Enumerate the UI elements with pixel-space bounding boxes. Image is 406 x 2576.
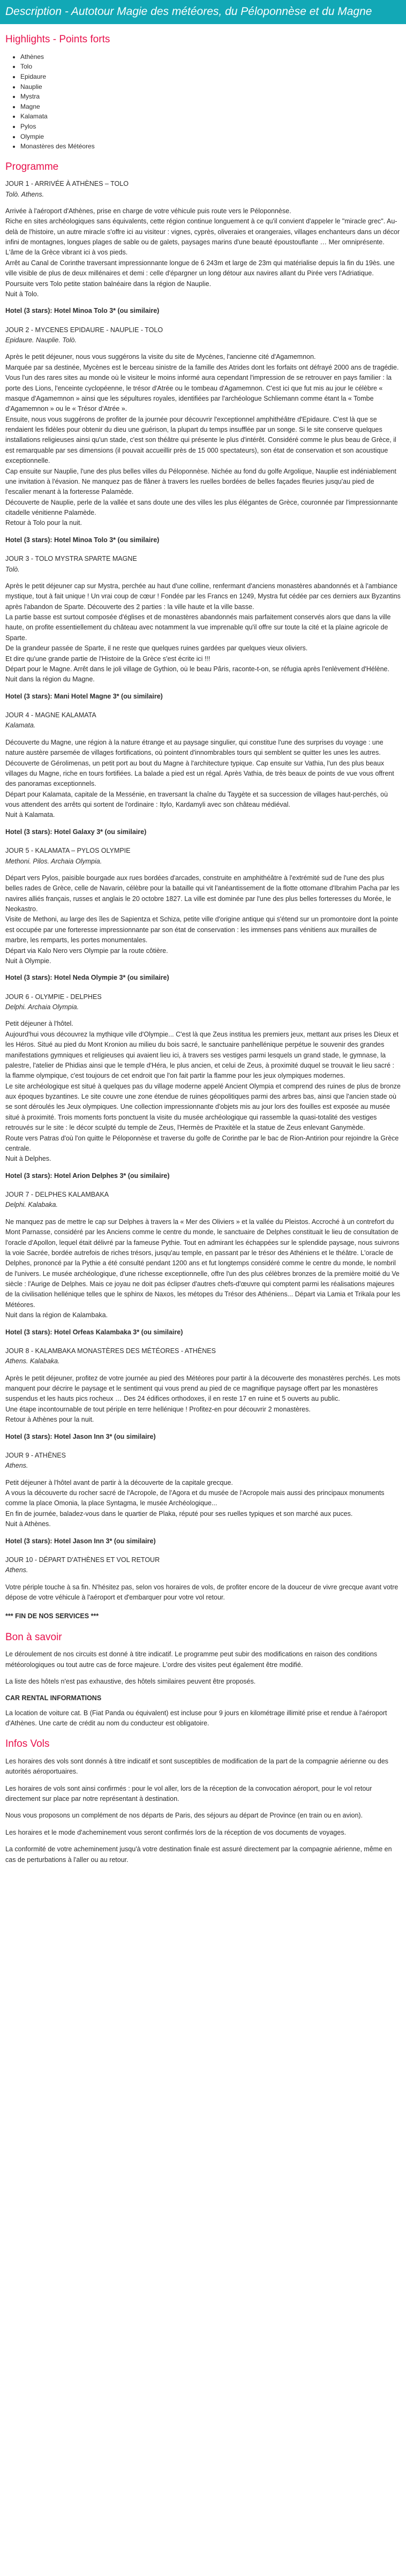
day-places: Tolò. (5, 565, 20, 573)
day-hotel: Hotel (3 stars): Hotel Minoa Tolo 3* (ou similaire) (5, 307, 160, 315)
day-places: Methoni. Pilos. Archaia Olympia. (5, 857, 102, 865)
day-1 (5, 179, 401, 317)
highlight-item: • Mystra (20, 92, 401, 102)
day-description: Découverte du Magne, une région à la nature étrange et au paysage singulier, qui constitue l'une des surprises du voyage : une nature austère parsemée de villages fortifications, où pointent d'innombrables tours qui semblent se quitter les unes les autres. Découverte de Gérolimenas, un petit port au bout du Magne à l'architecture typique. Cap ensuite sur Vathia, l'un des plus beaux villages du Magne, riche en tours fortifiées. La balade a pied est un régal. Après Vathia, de très beaux de points de vue vous offrent des panoramas exceptionnels. Départ pour Kalamata, capitale de la Messénie, en traversant la chaîne du Taygète et sa succession de villages haut-perchés, où vous attendent des arrêts qui sortent de l'ordinaire : Itylo, Kardamyli avec son château médiéval. Nuit à Kalamata. (5, 738, 394, 819)
flight-info-paragraph: Les horaires de vols sont ainsi confirmés : pour le vol aller, lors de la réception de la convocation aéroport, pour le vol retour directement sur place par notre représentant à destination. (5, 1784, 372, 1803)
day-places: Epidaure. Nauplie. Tolò. (5, 336, 77, 344)
highlight-item: • Epidaure (20, 72, 401, 82)
day-description: Ne manquez pas de mettre le cap sur Delphes à travers la « Mer des Oliviers » et la vallée du Pleistos. Accroché à un contrefort du Mont Parnasse, considéré par les Anciens comme le centre du monde, le sanctuaire de Delphes constituait le lieu de consultation de l'oracle d'Apollon, lequel était délivré par la fameuse Pythie. Tout en admirant les échappées sur le splendide paysage, nous suivrons la voie Sacrée, bordée autrefois de riches trésors, jusqu'au temple, en passant par le trésor des Athéniens et le théâtre. L'oracle de Delphes, prononcé par la Pythie a été consulté pendant 1200 ans et fut longtemps considéré comme le centre du monde, le nombril de l'univers. Le musée archéologique, d'une richesse exceptionnelle, offre l'un des plus célèbres bronzes de la première moitié du Ve siècle : l'Aurige de Delphes. Mais ce joyau ne doit pas éclipser d'autres chefs-d'œuvre qui comptent parmi les réalisations majeures de la civilisation hellénique telles que le sphinx de Naxos, les métopes du Trésor des Athéniens... Départ via Lamia et Trikala pour les Météores. Nuit dans la région de Kalambaka. (5, 1218, 401, 1319)
highlight-item: • Athènes (20, 52, 401, 62)
day-title: JOUR 10 - DÉPART D'ATHÈNES ET VOL RETOUR (5, 1556, 160, 1564)
programme-heading: Programme (5, 161, 59, 172)
day-8 (5, 1346, 401, 1442)
day-7 (5, 1190, 401, 1338)
day-hotel: Hotel (3 stars): Hotel Jason Inn 3* (ou similaire) (5, 1537, 156, 1545)
highlights-heading: Highlights - Points forts (5, 34, 110, 46)
day-5 (5, 846, 401, 983)
highlight-item: • Monastères des Météores (20, 141, 401, 152)
info-paragraph: Le déroulement de nos circuits est donné à titre indicatif. Le programme peut subir des modifications en raison des conditions météorologiques ou tout autre cas de force majeure. L'ordre des visites peut également être modifié. (5, 1650, 378, 1669)
day-hotel: Hotel (3 stars): Hotel Neda Olympie 3* (ou similaire) (5, 974, 169, 982)
day-title: JOUR 8 - KALAMBAKA MONASTÈRES DES MÉTÉORES - ATHÈNES (5, 1347, 216, 1355)
day-places: Athens. Kalabaka. (5, 1357, 60, 1365)
day-hotel: Hotel (3 stars): Mani Hotel Magne 3* (ou similaire) (5, 692, 163, 700)
flight-info-paragraph: Les horaires et le mode d'acheminement vous seront confirmés lors de la réception de vos documents de voyages. (5, 1828, 347, 1836)
highlight-item: • Nauplie (20, 82, 401, 92)
day-6 (5, 992, 401, 1181)
day-description: Petit déjeuner à l'hôtel avant de partir à la découverte de la capitale grecque. A vous la découverte du rocher sacré de l'Acropole, de l'Agora et du musée de l'Acropole mais aussi des principaux monuments comme la place Omonia, la place Syntagma, le musée Archéologique... En fin de journée, baladez-vous dans le quartier de Plaka, réputé pour ses ruelles typiques et son marché aux puces. Nuit à Athènes. (5, 1478, 385, 1528)
day-description: Arrivée à l'aéroport d'Athènes, prise en charge de votre véhicule puis route vers le Péloponnèse. Riche en sites archéologiques sans équivalents, cette région continue longuement à ce qu'il convient d'appeler le "miracle grec". Au-delà de l'histoire, un autre miracle s'offre ici au visiteur : vignes, cyprès, oliveraies et orangeraies, villages enchanteurs dans un décor infini de montagnes, longues plages de sable ou de galets, paysages marins d'une beauté époustouflante … Mer omniprésente. L'âme de la Grèce vibrant ici à vos pieds. Arrêt au Canal de Corinthe traversant impressionnante longue de 6 243m et large de 23m qui matérialise depuis la fin du 19ès. une ville visible de plus de deux millénaires et demi : celle d'épargner un long détour aux navires allant du Pirée vers l'Adriatique. Poursuite vers Tolo petite station balnéaire dans la région de Nauplie. Nuit à Tolo. (5, 207, 400, 298)
day-10 (5, 1555, 401, 1603)
day-title: JOUR 4 - MAGNE KALAMATA (5, 711, 96, 719)
day-hotel: Hotel (3 stars): Hotel Arion Delphes 3* (ou similaire) (5, 1171, 170, 1180)
day-hotel: Hotel (3 stars): Hotel Jason Inn 3* (ou similaire) (5, 1432, 156, 1440)
day-description: Après le petit déjeuner cap sur Mystra, perchée au haut d'une colline, renfermant d'anciens monastères abandonnés et à l'ambiance mystique, tout à fait unique ! Un vrai coup de cœur ! Fondée par les Francs en 1249, Mystra fut cédée par ces derniers aux Byzantins après l'abandon de Sparte. Découverte des 2 parties : la ville haute et la ville basse. La partie basse est surtout composée d'églises et de monastères abandonnés mais parfaitement conservés alors que dans la ville haute, on profite essentiellement du château avec notamment la vue imprenable qu'il offre sur toute la cité et la plaine agricole de Sparte. De la grandeur passée de Sparte, il ne reste que quelques ruines gardées par quelques vieux oliviers. Et dire qu'une grande partie de l'Histoire de la Grèce s'est écrite ici !!! Départ pour le Magne. Arrêt dans le joli village de Gythion, où le beau Pâris, raconte-t-on, se réfugia après l'enlèvement d'Hélène. Nuit dans la région du Magne. (5, 582, 401, 684)
day-9 (5, 1451, 401, 1546)
flight-info-paragraph: La conformité de votre acheminement jusqu'à votre destination finale est assuré directement par la compagnie aérienne, même en cas de perturbations à l'aller ou au retour. (5, 1845, 392, 1864)
day-title: JOUR 7 - DELPHES KALAMBAKA (5, 1191, 109, 1199)
end-of-services: *** FIN DE NOS SERVICES *** (5, 1612, 99, 1620)
page-title: Description - Autotour Magie des météores, du Péloponnèse et du Magne (0, 0, 406, 24)
day-title: JOUR 5 - KALAMATA – PYLOS OLYMPIE (5, 847, 131, 855)
day-description: Votre périple touche à sa fin. N'hésitez pas, selon vos horaires de vols, de profiter encore de la douceur de vivre grecque avant votre dépose de votre véhicule à l'aéroport et d'embarquer pour votre vol retour. (5, 1583, 399, 1602)
day-places: Kalamata. (5, 722, 36, 730)
infos-vols-heading: Infos Vols (5, 1738, 50, 1750)
day-title: JOUR 1 - ARRIVÉE À ATHÈNES – TOLO (5, 180, 129, 188)
day-4 (5, 710, 401, 837)
day-hotel: Hotel (3 stars): Hotel Orfeas Kalambaka 3* (ou similaire) (5, 1328, 183, 1336)
flight-info-paragraph: Les horaires des vols sont donnés à titre indicatif et sont susceptibles de modification de la part de la compagnie aérienne ou des autorités aéroportuaires. (5, 1757, 389, 1776)
highlight-item: • Magne (20, 102, 401, 112)
day-hotel: Hotel (3 stars): Hotel Galaxy 3* (ou similaire) (5, 828, 147, 836)
highlight-item: • Kalamata (20, 111, 401, 122)
day-places: Delphi. Kalabaka. (5, 1201, 58, 1209)
day-title: JOUR 3 - TOLO MYSTRA SPARTE MAGNE (5, 555, 137, 563)
info-paragraph: La liste des hôtels n'est pas exhaustive, des hôtels similaires peuvent être proposés. (5, 1677, 256, 1685)
highlights-list (5, 52, 401, 152)
day-description: Départ vers Pylos, paisible bourgade aux rues bordées d'arcades, construite en amphithéâtre à l'extrémité sud de l'une des plus belles rades de Grèce, celle de Navarin, célèbre pour la bataille qui vit l'anéantissement de la flotte ottomane d'Ibrahim Pacha par les navires alliés français, russes et anglais le 20 octobre 1827. La ville est dominée par l'une des plus belles forteresses du Morée, le Neokastro. Visite de Methoni, au large des îles de Sapientza et Schiza, petite ville d'origine antique qui s'étend sur un promontoire dont la pointe est occupée par une forteresse impressionnante par son état de conservation : les immenses pans vénitiens aux murailles de marbre, les remparts, les portes monumentales. Départ via Kalo Nero vers Olympie par la route côtière. Nuit à Olympie. (5, 874, 400, 965)
day-places: Athens. (5, 1462, 28, 1470)
highlight-item: • Tolo (20, 62, 401, 72)
day-2 (5, 325, 401, 546)
highlight-item: • Pylos (20, 122, 401, 132)
car-rental-heading: CAR RENTAL INFORMATIONS (5, 1694, 102, 1702)
day-hotel: Hotel (3 stars): Hotel Minoa Tolo 3* (ou similaire) (5, 536, 160, 544)
bon-a-savoir-heading: Bon à savoir (5, 1631, 62, 1643)
day-places: Tolò. Athens. (5, 190, 44, 198)
day-title: JOUR 9 - ATHÈNES (5, 1451, 66, 1459)
flight-info-paragraph: Nous vous proposons un complément de nos départs de Paris, des séjours au départ de Province (en train ou en avion). (5, 1812, 363, 1820)
day-title: JOUR 6 - OLYMPIE - DELPHES (5, 993, 102, 1001)
car-rental-text: La location de voiture cat. B (Fiat Panda ou équivalent) est incluse pour 9 jours en kilométrage illimité prise et rendue à l'aéroport d'Athènes. Une carte de crédit au nom du conducteur est obligatoire. (5, 1709, 387, 1728)
day-description: Après le petit déjeuner, nous vous suggérons la visite du site de Mycènes, l'ancienne cité d'Agamemnon. Marquée par sa destinée, Mycènes est le berceau sinistre de la famille des Atrides dont les forfaits ont défrayé 2000 ans de tragédie. Vous l'un des rares sites au monde où le visiteur le moins informé aura cependant l'impression de se retrouver en pays familier : la porte des Lions, l'enceinte cyclopéenne, le trésor d'Atrée ou le tombeau d'Agamemnon. C'est ici que fut mis au jour le célèbre « masque d'Agamemnon » ainsi que les sépultures royales, identifiées par l'archéologue Schliemann comme étant la « Tombe d'Agamemnon » ou le « Trésor d'Atrée ». Ensuite, nous vous suggérons de profiter de la journée pour découvrir l'exceptionnel amphithéâtre d'Epidaure. C'est là que se rendaient les fidèles pour obtenir du dieu une guérison, la plupart du temps insufflée par un songe. Si le site conserve quelques installations religieuses ainsi qu'un stade, c'est son théâtre qui présente le plus d'intérêt. Considéré comme le plus beau de Grèce, il est remarquable par ses dimensions (il pouvait accueillir près de 15 000 spectateurs), son état de conservation et son acoustique exceptionnelle. Cap ensuite sur Nauplie, l'une des plus belles villes du Péloponnèse. Nichée au fond du golfe Argolique, Nauplie est indéniablement une invitation à l'évasion. Ne manquez pas de flâner à travers les ruelles bordées de belles façades fleuries jusqu'au pied de l'escalier menant à la forteresse Palamède. Découverte de Nauplie, perle de la vallée et sans doute une des villes les plus élégantes de Grèce, couronnée par l'impressionnante citadelle vénitienne Palamède. Retour à Tolo pour la nuit. (5, 353, 399, 527)
day-title: JOUR 2 - MYCENES EPIDAURE - NAUPLIE - TOLO (5, 326, 163, 334)
day-description: Petit déjeuner à l'hôtel. Aujourd'hui vous découvrez la mythique ville d'Olympie... C'est là que Zeus institua les premiers jeux, mettant aux prises les Dieux et les Héros. Situé au pied du Mont Kronion au milieu du bois sacré, le sanctuaire panhellénique perpétue le souvenir des grandes manifestations gymniques et religieuses qui avaient lieu ici, à travers ses vestiges parmi lesquels un grand stade, le gymnase, la palestre, l'atelier de Phidias ainsi que le temple d'Héra, le plus ancien, et celui de Zeus, à proximité duquel se trouvait le lieu sacré : la flamme olympique, c'est toujours de cet endroit que l'on fait partir la flamme pour les jeux olympiques modernes. Le site archéologique est situé à quelques pas du village moderne appelé Ancient Olympia et comprend des ruines de plus de bronze aux époques byzantines. Le site couvre une zone étendue de ruines géopolitiques parmi des arbres bas, ainsi que l'ancien stade où se sont déroulés les Jeux olympiques. Une collection impressionnante d'objets mis au jour lors des fouilles est exposée au musée situé à proximité. Trois moments forts ponctuent la visite du musée archéologique qui rassemble la quasi-totalité des vestiges retrouvés sur le site : le décor sculpté du temple de Zeus, l'Hermès de Praxitèle et la statue de Zeus enlevant Ganymède. Route vers Patras d'où l'on quitte le Péloponnèse et traverse du golfe de Corinthe par le bac de Rion-Antirion pour rejoindre la Grèce centrale. Nuit à Delphes. (5, 1020, 401, 1163)
day-3 (5, 554, 401, 702)
day-places: Athens. (5, 1566, 28, 1574)
highlight-item: • Olympie (20, 132, 401, 142)
day-description: Après le petit déjeuner, profitez de votre journée au pied des Météores pour partir à la découverte des monastères perchés. Les mots manquent pour décrire le paysage et le sentiment qui vous prend au pied de ce magnifique paysage offert par les monastères suspendus et les hauts pics rocheux … Des 24 édifices orthodoxes, il en reste 17 en ruine et 5 ouverts au public. Une étape incontournable de tout périple en terre hellénique ! Profitez-en pour découvrir 2 monastères. Retour à Athènes pour la nuit. (5, 1374, 401, 1424)
document-content (0, 32, 406, 1865)
day-places: Delphi. Archaia Olympia. (5, 1003, 79, 1011)
